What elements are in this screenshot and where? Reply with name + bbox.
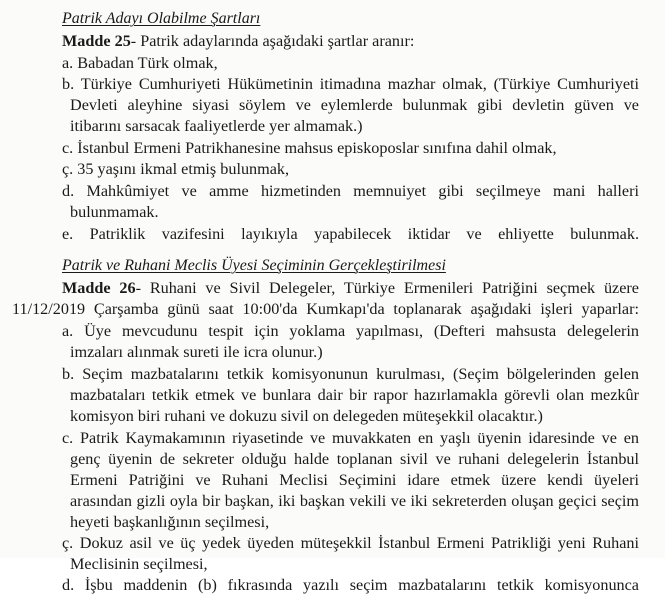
article-26-date-line: 11/12/2019 Çarşamba günü saat 10:00'da Kumkapı'da toplanarak aşağıdaki işleri yaparlar: — [12, 300, 639, 318]
item-c-cedilla-line1: ç. Dokuz asil ve üç yedek üyeden müteşekkil İstanbul Ermeni Patrikliği yeni Ruhani — [62, 534, 639, 552]
item-b-line1: b. Seçim mazbatalarını tetkik komisyonunun kurulması, (Seçim bölgelerinden gelen — [62, 365, 639, 383]
article-25-line — [62, 31, 665, 51]
item-c-cedilla-line2: Meclisinin seçilmesi, — [70, 555, 208, 573]
article-26-line — [62, 278, 639, 298]
list-item-d-line2: bulunmamak. — [70, 203, 159, 221]
section-heading-text: Patrik Adayı Olabilme Şartları — [62, 10, 261, 27]
item-a-line1: a. Üye mevcudunu tespit için yoklama yapılması, (Defteri mahsusta delegelerin — [62, 322, 639, 340]
item-b-line3: komisyon biri ruhani ve dokuzu sivil on delegeden müteşekkil olacaktır.) — [70, 407, 543, 425]
item-c-line2: genç üyenin de sekreter olduğu halde toplanan sivil ve ruhani delegelerin İstanbul — [70, 450, 639, 468]
list-item-b-line3: itibarını sarsacak faaliyetlerde yer almamak.) — [70, 117, 363, 135]
item-a-line2: imzaları alınmak sureti ile icra olunur.) — [70, 343, 323, 361]
item-d-line1: d. İşbu maddenin (b) fıkrasında yazılı seçim mazbatalarını tetkik komisyonunca — [62, 576, 639, 594]
article-label: Madde 26 — [62, 279, 136, 297]
list-item-b-line2: Devleti aleyhine siyasi söylem ve eylemlerde bulunmak gibi devletin güven ve — [70, 96, 639, 114]
item-c-line3: Ermeni Patriğini ve Ruhani Meclisi Seçimini idare etmek üzere kendi üyeleri — [70, 471, 639, 489]
article-text: - Ruhani ve Sivil Delegeler, Türkiye Ermenileri Patriğini seçmek üzere — [135, 279, 639, 297]
list-item-a: a. Babadan Türk olmak, — [62, 54, 218, 72]
section-heading-text: Patrik ve Ruhani Meclis Üyesi Seçiminin Gerçekleştirilmesi — [62, 257, 446, 274]
item-c-line4: arasından gizli oyla bir başkan, iki başkan vekili ve iki sekreterden oluşan geçici seçim — [70, 492, 639, 510]
section-heading-patrik-adayi — [62, 9, 665, 29]
list-item-e: e. Patriklik vazifesini layıkıyla yapabilecek iktidar ve ehliyette bulunmak. — [62, 225, 639, 243]
list-item-b-line1: b. Türkiye Cumhuriyeti Hükümetinin itimadına mazhar olmak, (Türkiye Cumhuriyeti — [62, 75, 639, 93]
item-c-line1: c. Patrik Kaymakamının riyasetinde ve muvakkaten en yaşlı üyenin idaresinde ve en — [62, 429, 639, 447]
item-b-line2: mazbataları tetkik etmek ve bunlara dair bir rapor hazırlamakla görevli olan mezkûr — [70, 386, 639, 404]
item-c-line5: heyeti başkanlığının seçilmesi, — [70, 513, 270, 531]
list-item-c-cedilla: ç. 35 yaşını ikmal etmiş bulunmak, — [62, 160, 290, 178]
article-label: Madde 25 — [62, 32, 131, 50]
list-item-c: c. İstanbul Ermeni Patrikhanesine mahsus episkoposlar sınıfına dahil olmak, — [62, 139, 557, 157]
list-item-d-line1: d. Mahkûmiyet ve amme hizmetinden memnuiyet gibi seçilmeye mani halleri — [62, 182, 639, 200]
article-text: - Patrik adaylarında aşağıdaki şartlar aranır: — [130, 32, 415, 50]
section-heading-secim — [62, 256, 665, 276]
